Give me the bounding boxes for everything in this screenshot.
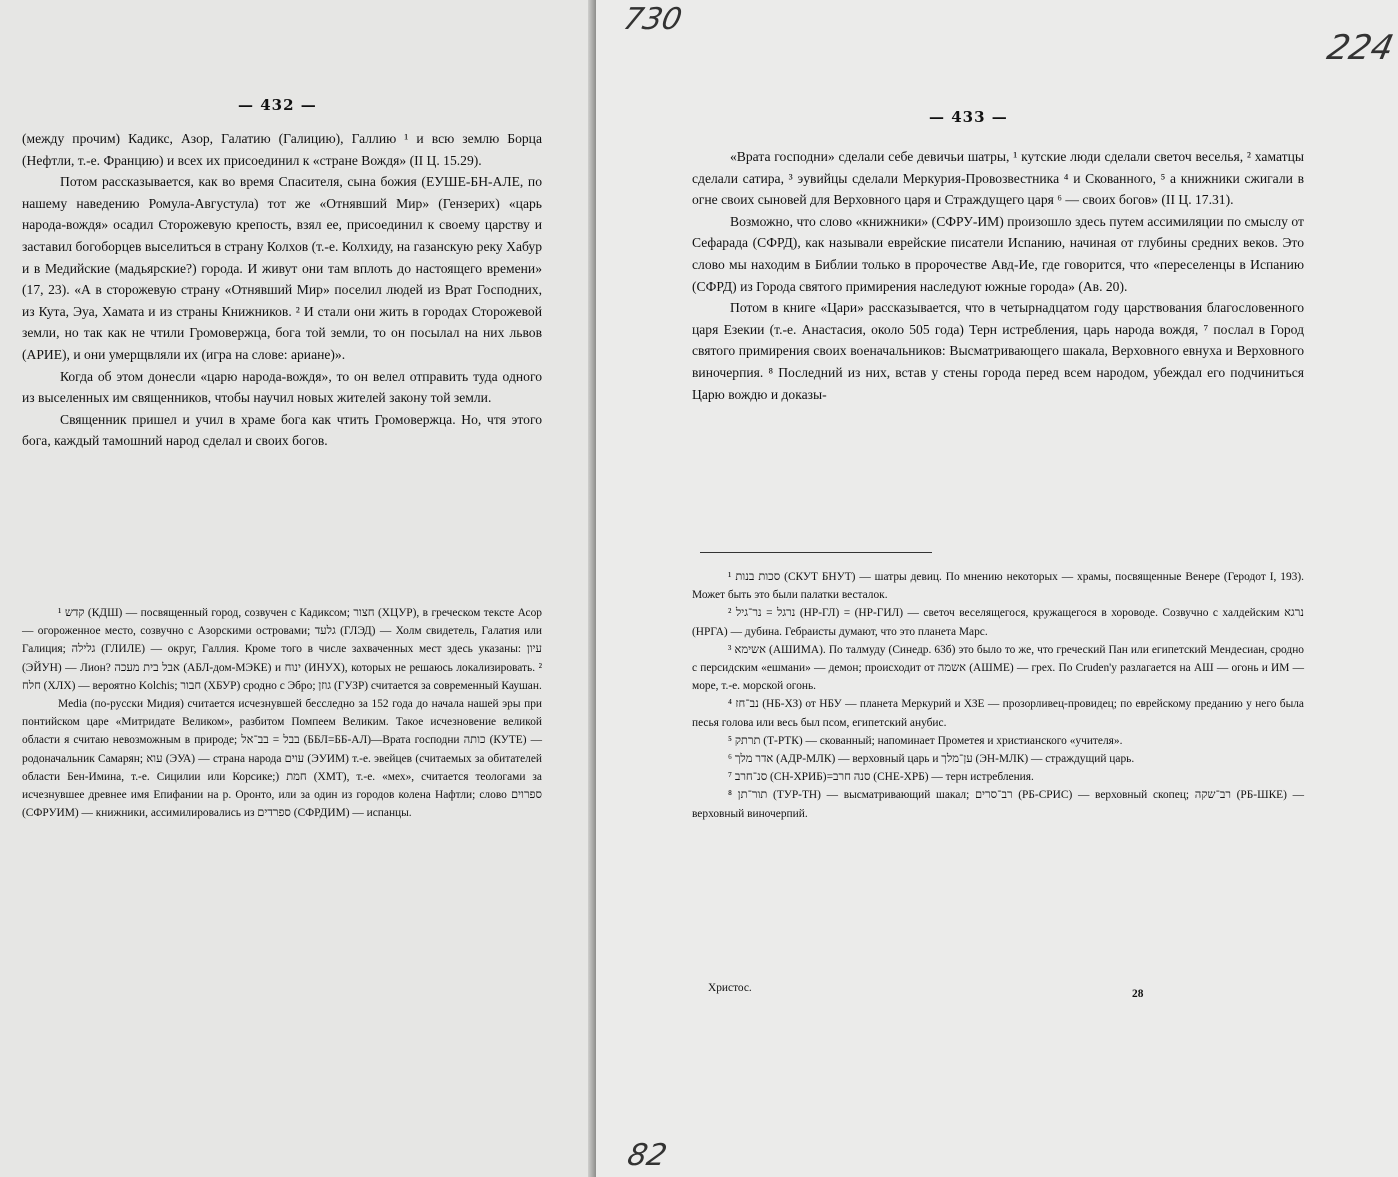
handwritten-number-730: 730 bbox=[620, 2, 685, 37]
right-paragraph: Потом в книге «Цари» рассказывается, что в четырнадцатом году царствования благословенного царя Езекии (т.-е. Анастасия, около 505 года) Терн истребления, царь народа вождя, ⁷ послал в Город святого примирения своих военачальников: Высматривающего шакала, Верховного евнуха и Верховного виночерпия. ⁸ Последний из них, встав у стены города перед всем народом, убеждал его подчиниться Царю вождю и доказы- bbox=[692, 300, 1304, 402]
right-footnote: ⁴ נב־חז (НБ-ХЗ) от НБУ — планета Меркурий и ХЗЕ — прозорливец-провидец; по еврейскому преданию у него была песья голова или весь был псом, египетский анубис. bbox=[692, 698, 1304, 729]
left-paragraph: (между прочим) Кадикс, Азор, Галатию (Галицию), Галлию ¹ и всю землю Борца (Нефтли, т.-е. Францию) и всех их присоединил к «стране Вождя» (II Ц. 15.29). bbox=[22, 131, 542, 168]
left-page-body bbox=[22, 128, 542, 452]
left-footnote: Media (по-русски Мидия) считается исчезнувшей бесследно за 152 года до начала нашей эры при понтийском царе «Митридате Великом», разбитом Помпеем Великим. Такое исчезновение великой области я считаю невозможным в природе; בבל = בב־אל (ББЛ=ББ-АЛ)—Врата господни כותה (КУТЕ) — родоначальник Самарян; עוא (ЭУА) — страна народа עוים (ЭУИМ) т.-е. эвейцев (считаемых за обитателей области Бен-Имина, т.-е. Сицилии или Корсике;) חמת (ХМТ), т.-е. «мех», считается теологами за исчезнувшее древнее имя Епифании на р. Оронто, или за один из городов колена Нафтли; слово ספרוים (СФРУИМ) — книжники, ассимилировались из ספרדים (СФРДИМ) — испанцы. bbox=[22, 698, 542, 820]
right-footnote: ¹ סכות בנות (СКУТ БНУТ) — шатры девиц. По мнению некоторых — храмы, посвященные Венере (Геродот I, 193). Может быть это были палатки весталок. bbox=[692, 571, 1304, 602]
right-footnote: ⁵ תרתק (Т-РТК) — скованный; напоминает Прометея и христианского «учителя». bbox=[728, 734, 1123, 747]
right-page-number: — 433 — bbox=[929, 108, 1008, 126]
right-footnote: ⁸ תור־תן (ТУР-ТН) — высматривающий шакал; רב־סרים (РБ-СРИС) — верховный скопец; רב־שקה (РБ-ШКЕ) — верховный виночерпий. bbox=[692, 789, 1305, 820]
right-footnote: ³ אשימא (АШИМА). По талмуду (Синедр. 63б) это было то же, что греческий Пан или египетский Мендесиан, сродно с персидским «ешмани» — демон; происходит от אשמה (АШМЕ) — грех. По Cruden'у разлагается на АШ — огонь и ИМ — море, т.-е. морской огонь. bbox=[692, 643, 1305, 693]
left-page bbox=[0, 0, 596, 1177]
right-footnotes bbox=[692, 568, 1304, 823]
left-footnote: ¹ קדש (КДШ) — посвященный город, созвучен с Кадиксом; חצור (ХЦУР), в греческом тексте Асор — огороженное место, созвучно с Азорскими островами; גלעד (ГЛЭД) — Холм свидетель, Галатия или Галиция; גלילה (ГЛИЛЕ) — округ, Галлия. Кроме того в числе захваченных мест здесь указаны: עיון (ЭЙУН) — Лион? אבל בית מעכה (АБЛ-дом-МЭКЕ) и ינוח (ИНУХ), которых не решаюсь локализировать. ² חלח (ХЛХ) — вероятно Kolchis; חבור (ХБУР) сродно с Эбро; גוזן (ГУЗР) считается за современный Каушан. bbox=[22, 607, 542, 692]
right-page-body bbox=[692, 146, 1304, 405]
signature-name: Христос. bbox=[708, 982, 752, 994]
left-paragraph: Потом рассказывается, как во время Спасителя, сына божия (ЕУШЕ-БН-АЛЕ, по нашему наведению Ромула-Августула) тот же «Отнявший Мир» (Гензерих) «царь народа-вождя» осадил Сторожевую крепость, взял ее, присоединил к своему царству и заставил богоборцев выселиться в страну Колхов (т.-е. Колхиду, на газанскую реку Хабур и в Медийские (мадьярские?) города. И живут они там вплоть до настоящего времени» (17, 23). «А в сторожевую страну «Отнявший Мир» поселил людей из Врат Господних, из Кута, Эуа, Хамата и из страны Книжников. ² И стали они жить в городах Сторожевой земли, но так как не чтили Громовержца, бога той земли, то он посылал на них львов (АРИЕ), и они умерщвляли их (игра на слове: ариане)». bbox=[22, 174, 542, 362]
right-footnote: ² נרגל = נר־גיל (НР-ГЛ) = (НР-ГИЛ) — светоч веселящегося, кружащегося в хороводе. Созвучно с халдейским נרגא (НРГА) — дубина. Гебраисты думают, что это планета Марс. bbox=[692, 607, 1304, 638]
right-footnote: ⁷ סנ־חרב (СН-ХРИБ)=סנה חרב (СНЕ-ХРБ) — терн истребления. bbox=[728, 771, 1034, 784]
right-paragraph: Возможно, что слово «книжники» (СФРУ-ИМ) произошло здесь путем ассимиляции по смыслу от Сефарада (СФРД), как называли еврейские писатели Испанию, начиная от глубины средних веков. Это слово мы находим в Библии только в пророчестве Авд-Ие, где говорится, что «переселенцы в Испанию (СФРД) из Города святого примирения наследуют южные города» (Ав. 20). bbox=[692, 213, 1304, 294]
signature-number: 28 bbox=[1132, 988, 1144, 1000]
right-footnote: ⁶ אדר מלך (АДР-МЛК) — верховный царь и ען־מלך (ЭН-МЛК) — страждущий царь. bbox=[728, 753, 1135, 766]
right-paragraph: «Врата господни» сделали себе девичьи шатры, ¹ кутские люди сделали светоч веселья, ² хаматцы сделали сатира, ³ эувийцы сделали Меркурия-Провозвестника ⁴ и Скованного, ⁵ а книжники сжигали в огне своих сыновей для Верховного царя и Страждущего царя ⁶ — своих богов» (II Ц. 17.31). bbox=[692, 149, 1304, 208]
left-paragraph: Священник пришел и учил в храме бога как чтить Громовержца. Но, чтя этого бога, каждый тамошний народ сделал и своих богов. bbox=[22, 411, 542, 449]
right-page bbox=[596, 0, 1398, 1177]
left-paragraph: Когда об этом донесли «царю народа-вождя», то он велел отправить туда одного из выселенных им священников, чтобы научил новых жителей закону той земли. bbox=[22, 368, 542, 406]
left-footnotes bbox=[22, 604, 542, 822]
footnote-rule bbox=[700, 552, 932, 553]
handwritten-number-224: 224 bbox=[1323, 28, 1398, 68]
handwritten-number-82: 82 bbox=[624, 1138, 670, 1173]
left-page-number: — 432 — bbox=[238, 96, 317, 114]
